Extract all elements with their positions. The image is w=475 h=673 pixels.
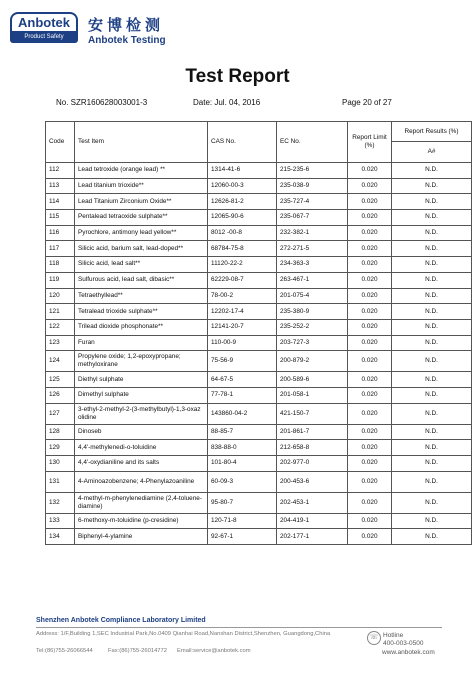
cell-limit: 0.020 [348, 351, 392, 372]
table-row [46, 471, 472, 492]
table-row [46, 241, 472, 257]
cell-test-item: Pyrochlore, antimony lead yellow** [75, 225, 208, 241]
cell-ec: 200-879-2 [277, 351, 348, 372]
cell-result: N.D. [392, 288, 472, 304]
cell-result: N.D. [392, 319, 472, 335]
cell-code: 118 [46, 257, 75, 273]
table-row [46, 319, 472, 335]
cell-test-item: Sulfurous acid, lead salt, dibasic** [75, 272, 208, 288]
cell-code: 128 [46, 424, 75, 440]
table-row [46, 513, 472, 529]
hotline-number: 400-003-0500 [383, 640, 424, 647]
cell-code: 126 [46, 387, 75, 403]
cell-cas: 95-80-7 [208, 492, 277, 513]
header-limit: Report Limit (%) [348, 122, 392, 163]
cell-code: 123 [46, 335, 75, 351]
cell-limit: 0.020 [348, 257, 392, 273]
cell-result: N.D. [392, 194, 472, 210]
cell-limit: 0.020 [348, 440, 392, 456]
cell-result: N.D. [392, 403, 472, 424]
cell-code: 130 [46, 456, 75, 472]
cell-cas: 62229-08-7 [208, 272, 277, 288]
cell-ec: 202-453-1 [277, 492, 348, 513]
table-row [46, 178, 472, 194]
table-row [46, 456, 472, 472]
cell-limit: 0.020 [348, 319, 392, 335]
footer-tel: Tel:(86)755-26066544 [36, 648, 93, 654]
cell-cas: 1314-41-6 [208, 163, 277, 179]
table-row [46, 387, 472, 403]
cell-test-item: Biphenyl-4-ylamine [75, 529, 208, 545]
table-row [46, 424, 472, 440]
cell-result: N.D. [392, 304, 472, 320]
cell-result: N.D. [392, 272, 472, 288]
table-row [46, 194, 472, 210]
test-results-table [45, 121, 472, 545]
cell-code: 124 [46, 351, 75, 372]
cell-test-item: 3-ethyl-2-methyl-2-(3-methylbutyl)-1,3-oxaz olidine [75, 403, 208, 424]
header-code: Code [46, 122, 75, 163]
cell-result: N.D. [392, 335, 472, 351]
table-row [46, 492, 472, 513]
cell-code: 122 [46, 319, 75, 335]
cell-limit: 0.020 [348, 424, 392, 440]
cell-result: N.D. [392, 210, 472, 226]
cell-result: N.D. [392, 513, 472, 529]
footer-company: Shenzhen Anbotek Compliance Laboratory Limited [36, 617, 206, 624]
cell-cas: 77-78-1 [208, 387, 277, 403]
header-cas: CAS No. [208, 122, 277, 163]
cell-ec: 204-419-1 [277, 513, 348, 529]
cell-test-item: Dimethyl sulphate [75, 387, 208, 403]
cell-result: N.D. [392, 456, 472, 472]
header-test-item: Test Item [75, 122, 208, 163]
cell-code: 127 [46, 403, 75, 424]
cell-ec: 215-235-6 [277, 163, 348, 179]
table-row [46, 372, 472, 388]
cell-test-item: 4,4'-methylenedi-o-toluidine [75, 440, 208, 456]
table-row [46, 257, 472, 273]
footer-email: Email:service@anbotek.com [177, 648, 251, 654]
cell-code: 129 [46, 440, 75, 456]
cell-code: 133 [46, 513, 75, 529]
cell-ec: 200-589-6 [277, 372, 348, 388]
cell-ec: 235-038-9 [277, 178, 348, 194]
table-row [46, 288, 472, 304]
cell-cas: 8012 -00-8 [208, 225, 277, 241]
footer-divider [36, 627, 442, 628]
cell-test-item: Lead Titanium Zirconium Oxide** [75, 194, 208, 210]
cell-test-item: Lead tetroxide (orange lead) ** [75, 163, 208, 179]
brand-chinese: 安博检测 [88, 17, 165, 34]
brand-english: Anbotek Testing [88, 35, 166, 46]
cell-code: 114 [46, 194, 75, 210]
cell-test-item: Dinoseb [75, 424, 208, 440]
cell-cas: 143860-04-2 [208, 403, 277, 424]
table-row [46, 529, 472, 545]
cell-code: 119 [46, 272, 75, 288]
cell-cas: 12626-81-2 [208, 194, 277, 210]
cell-ec: 201-058-1 [277, 387, 348, 403]
cell-cas: 12202-17-4 [208, 304, 277, 320]
cell-limit: 0.020 [348, 471, 392, 492]
cell-ec: 202-177-1 [277, 529, 348, 545]
cell-cas: 12060-00-3 [208, 178, 277, 194]
phone-icon: ☏ [367, 631, 381, 645]
table-body [46, 163, 472, 545]
cell-limit: 0.020 [348, 335, 392, 351]
logo-text: Anbotek [10, 12, 78, 31]
cell-result: N.D. [392, 387, 472, 403]
report-title: Test Report [185, 66, 290, 87]
cell-cas: 838-88-0 [208, 440, 277, 456]
table-row [46, 440, 472, 456]
cell-code: 115 [46, 210, 75, 226]
cell-result: N.D. [392, 163, 472, 179]
cell-result: N.D. [392, 351, 472, 372]
cell-cas: 101-80-4 [208, 456, 277, 472]
cell-test-item: Pentalead tetraoxide sulphate** [75, 210, 208, 226]
cell-code: 120 [46, 288, 75, 304]
cell-result: N.D. [392, 471, 472, 492]
cell-cas: 110-00-9 [208, 335, 277, 351]
cell-cas: 12065-90-6 [208, 210, 277, 226]
cell-code: 117 [46, 241, 75, 257]
website: www.anbotek.com [382, 649, 435, 656]
cell-result: N.D. [392, 257, 472, 273]
cell-limit: 0.020 [348, 225, 392, 241]
cell-cas: 120-71-8 [208, 513, 277, 529]
cell-ec: 200-453-6 [277, 471, 348, 492]
cell-test-item: 4,4'-oxydianiline and its salts [75, 456, 208, 472]
header-results: Report Results (%) [392, 122, 472, 142]
cell-limit: 0.020 [348, 272, 392, 288]
cell-code: 116 [46, 225, 75, 241]
cell-ec: 202-977-0 [277, 456, 348, 472]
cell-ec: 235-380-9 [277, 304, 348, 320]
cell-result: N.D. [392, 492, 472, 513]
cell-cas: 12141-20-7 [208, 319, 277, 335]
cell-ec: 421-150-7 [277, 403, 348, 424]
cell-test-item: 4-methyl-m-phenylenediamine (2,4-toluene-diamine) [75, 492, 208, 513]
cell-limit: 0.020 [348, 492, 392, 513]
table-row [46, 335, 472, 351]
cell-ec: 232-382-1 [277, 225, 348, 241]
cell-cas: 68784-75-8 [208, 241, 277, 257]
table-row [46, 304, 472, 320]
footer-fax: Fax:(86)755-26014772 [108, 648, 167, 654]
cell-code: 112 [46, 163, 75, 179]
cell-limit: 0.020 [348, 513, 392, 529]
footer-address: Address: 1/F,Building 1,SEC Industrial Park,No.0409 Qianhai Road,Nanshan District,Shenzhen, Guangdong,China [36, 631, 331, 637]
cell-cas: 78-00-2 [208, 288, 277, 304]
cell-ec: 234-363-3 [277, 257, 348, 273]
anbotek-logo [10, 12, 78, 44]
table-row [46, 210, 472, 226]
cell-test-item: Diethyl sulphate [75, 372, 208, 388]
cell-limit: 0.020 [348, 194, 392, 210]
cell-limit: 0.020 [348, 241, 392, 257]
cell-test-item: Tetraethyllead** [75, 288, 208, 304]
cell-result: N.D. [392, 372, 472, 388]
cell-limit: 0.020 [348, 288, 392, 304]
cell-cas: 64-67-5 [208, 372, 277, 388]
table-row [46, 351, 472, 372]
cell-test-item: Propylene oxide; 1,2-epoxypropane; methyloxirane [75, 351, 208, 372]
cell-cas: 11120-22-2 [208, 257, 277, 273]
cell-test-item: Furan [75, 335, 208, 351]
hotline-label: Hotline [383, 632, 404, 639]
cell-limit: 0.020 [348, 210, 392, 226]
cell-test-item: Tetralead trioxide sulphate** [75, 304, 208, 320]
cell-limit: 0.020 [348, 456, 392, 472]
cell-ec: 201-075-4 [277, 288, 348, 304]
cell-limit: 0.020 [348, 529, 392, 545]
cell-cas: 92-67-1 [208, 529, 277, 545]
cell-ec: 272-271-5 [277, 241, 348, 257]
cell-code: 125 [46, 372, 75, 388]
cell-code: 121 [46, 304, 75, 320]
logo-subtitle: Product Safety [10, 31, 78, 43]
cell-cas: 60-09-3 [208, 471, 277, 492]
cell-ec: 235-727-4 [277, 194, 348, 210]
cell-cas: 88-85-7 [208, 424, 277, 440]
header-results-sample: A# [392, 142, 472, 163]
table-row [46, 272, 472, 288]
cell-test-item: Silicic acid, barium salt, lead-doped** [75, 241, 208, 257]
cell-limit: 0.020 [348, 163, 392, 179]
header-ec: EC No. [277, 122, 348, 163]
report-number: No. SZR160628003001-3 [56, 98, 148, 107]
cell-ec: 263-467-1 [277, 272, 348, 288]
cell-test-item: Lead titanium trioxide** [75, 178, 208, 194]
table-row [46, 225, 472, 241]
cell-limit: 0.020 [348, 178, 392, 194]
cell-test-item: Trilead dioxide phosphonate** [75, 319, 208, 335]
cell-ec: 235-067-7 [277, 210, 348, 226]
cell-limit: 0.020 [348, 387, 392, 403]
cell-ec: 201-861-7 [277, 424, 348, 440]
cell-result: N.D. [392, 529, 472, 545]
cell-result: N.D. [392, 178, 472, 194]
cell-code: 113 [46, 178, 75, 194]
cell-result: N.D. [392, 241, 472, 257]
cell-result: N.D. [392, 440, 472, 456]
cell-result: N.D. [392, 424, 472, 440]
cell-limit: 0.020 [348, 403, 392, 424]
cell-ec: 203-727-3 [277, 335, 348, 351]
table-row [46, 163, 472, 179]
cell-result: N.D. [392, 225, 472, 241]
cell-limit: 0.020 [348, 304, 392, 320]
cell-code: 132 [46, 492, 75, 513]
table-row [46, 403, 472, 424]
cell-code: 131 [46, 471, 75, 492]
cell-test-item: 6-methoxy-m-toluidine (p-cresidine) [75, 513, 208, 529]
page-number: Page 20 of 27 [342, 98, 392, 107]
cell-cas: 75-56-9 [208, 351, 277, 372]
cell-ec: 212-658-8 [277, 440, 348, 456]
cell-limit: 0.020 [348, 372, 392, 388]
report-date: Date: Jul. 04, 2016 [193, 98, 261, 107]
cell-test-item: Silicic acid, lead salt** [75, 257, 208, 273]
cell-test-item: 4-Aminoazobenzene; 4-Phenylazoaniline [75, 471, 208, 492]
cell-code: 134 [46, 529, 75, 545]
cell-ec: 235-252-2 [277, 319, 348, 335]
